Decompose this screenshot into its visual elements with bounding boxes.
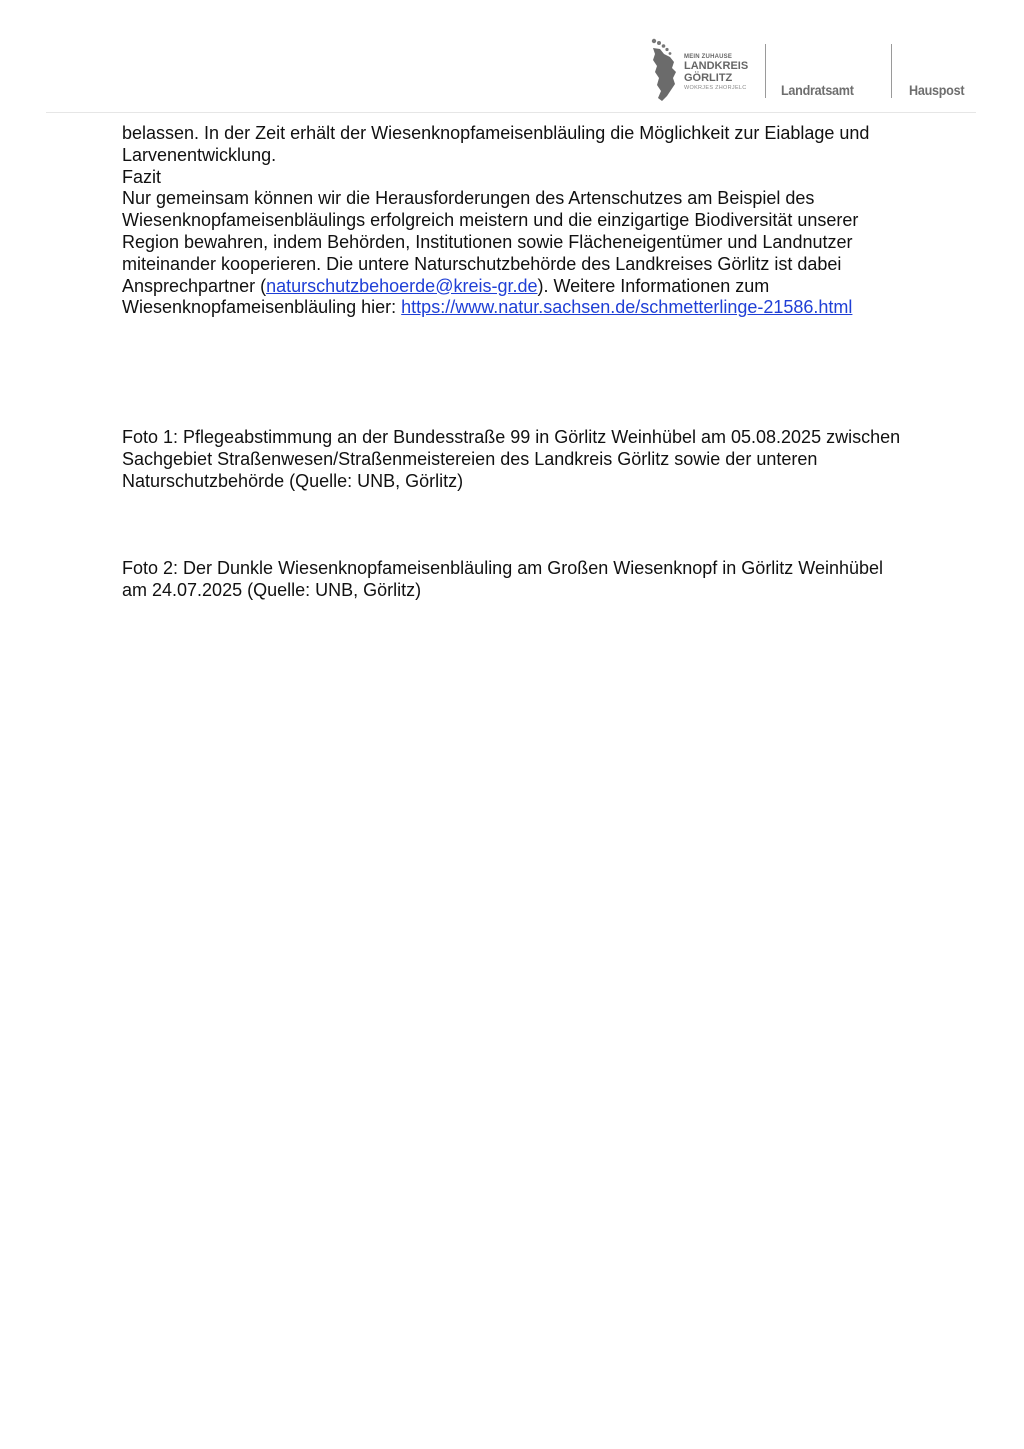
photo-caption-1: Foto 1: Pflegeabstimmung an der Bundesstraße 99 in Görlitz Weinhübel am 05.08.2025 zwischen Sachgebiet Straßenwesen/Straßenmeistereien des Landkreis Görlitz sowie der unteren Naturschutzbehörde (Quelle: UNB, Görlitz) (122, 427, 901, 491)
photo-caption-2: Foto 2: Der Dunkle Wiesenknopfameisenbläuling am Großen Wiesenknopf in Görlitz Weinhübel am 24.07.2025 (Quelle: UNB, Görlitz) (122, 558, 884, 600)
logo-line-2: GÖRLITZ (684, 72, 733, 84)
paragraph-fazit (122, 188, 912, 319)
page-header (0, 0, 1024, 112)
url-link[interactable]: https://www.natur.sachsen.de/schmetterlinge-21586.html (401, 297, 853, 318)
paragraph-fazit-text-2: ). Weitere Informationen zum Wiesenknopfameisenbläuling hier: (122, 275, 770, 318)
paragraph-continuation: belassen. In der Zeit erhält der Wiesenknopfameisenbläuling die Möglichkeit zur Eiablage und Larvenentwicklung. (122, 123, 870, 165)
header-label-landratsamt: Landratsamt (781, 82, 854, 98)
header-rule (46, 112, 976, 113)
document-body (122, 123, 912, 319)
paragraph-fazit-text-1: Nur gemeinsam können wir die Herausforderungen des Artenschutzes am Beispiel des Wiesenknopfameisenbläulings erfolgreich meistern und die einzigartige Biodiversität unserer Region bewahren, indem Behörden, Institutionen sowie Flächeneigentümer und Landnutzer miteinander kooperieren. Die untere Naturschutzbehörde des Landkreises Görlitz ist dabei Ansprechpartner ( (122, 188, 859, 296)
heading-fazit: Fazit (122, 166, 162, 187)
header-divider-2 (891, 44, 892, 98)
logo-text (684, 54, 748, 92)
landkreis-goerlitz-logo (650, 38, 760, 102)
header-divider-1 (765, 44, 766, 98)
email-link[interactable]: naturschutzbehoerde@kreis-gr.de (266, 275, 538, 296)
logo-line-1: LANDKREIS (684, 60, 749, 72)
logo-tagline: WOKRJES ZHORJELC (684, 85, 747, 91)
logo-top-text: MEIN ZUHAUSE (684, 54, 733, 60)
footprint-map-icon (650, 38, 682, 102)
header-label-hauspost: Hauspost (909, 82, 965, 98)
